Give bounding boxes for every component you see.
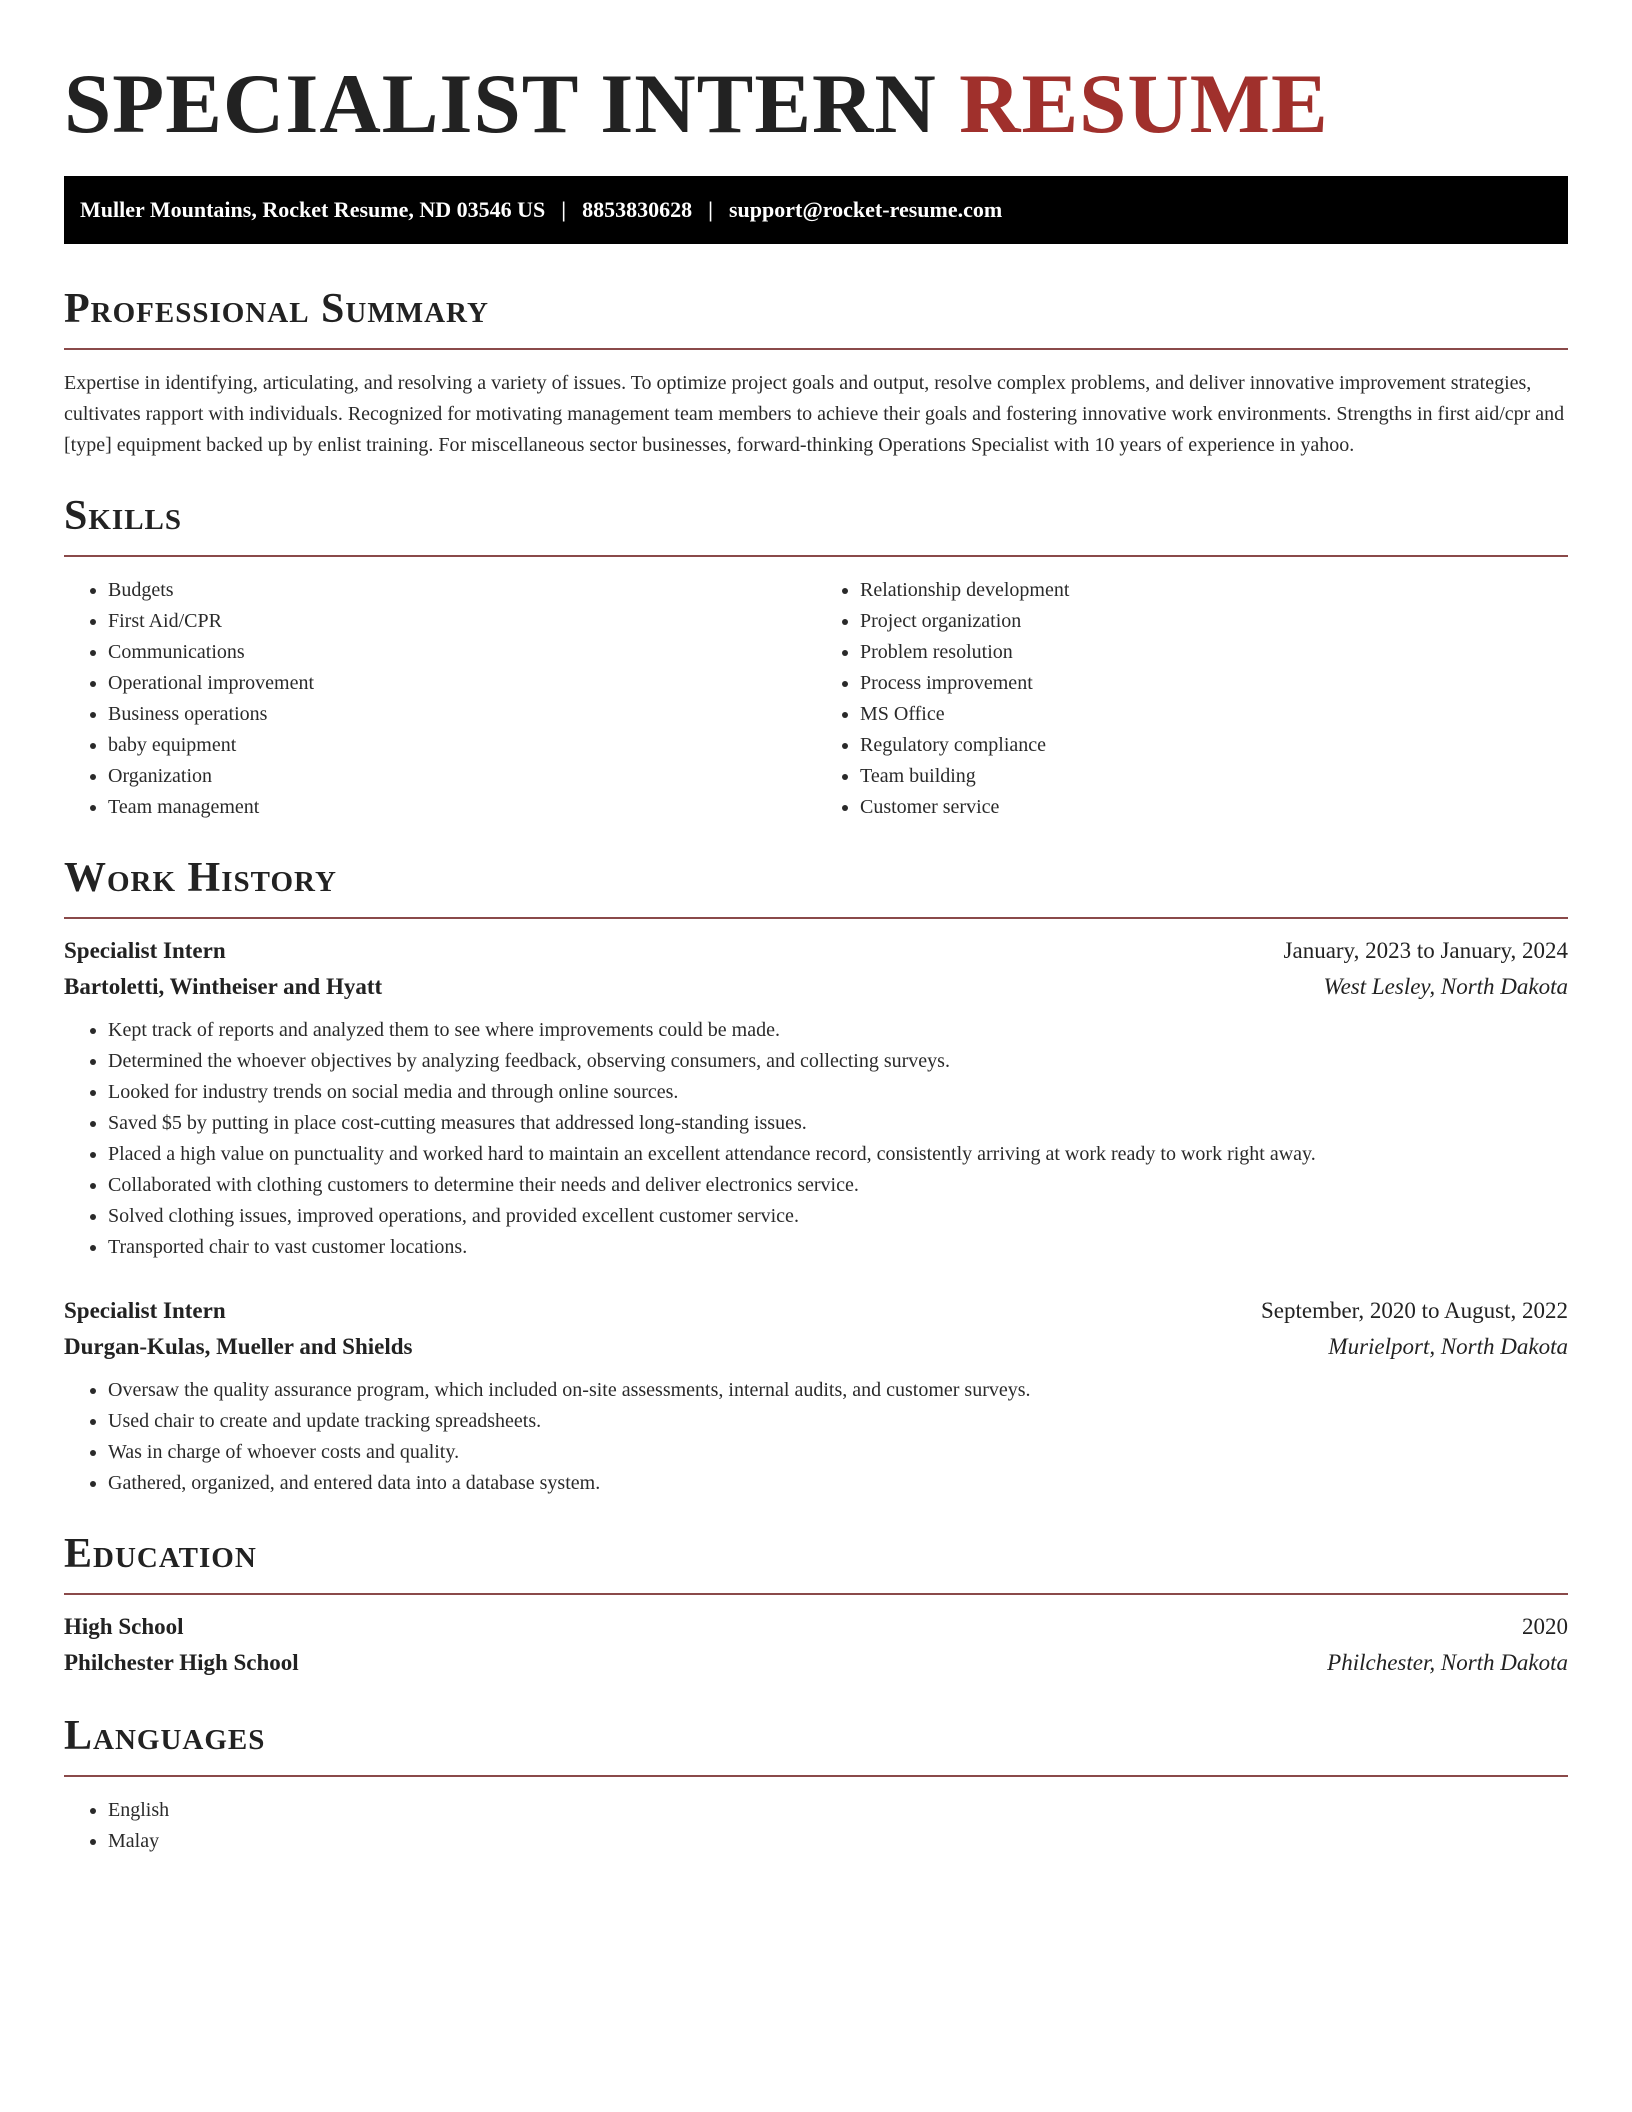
job-company: Bartoletti, Wintheiser and Hyatt (64, 974, 383, 999)
contact-email: support@rocket-resume.com (728, 197, 1003, 222)
job-dates: September, 2020 to August, 2022 (1260, 1298, 1568, 1323)
education-heading: Education (64, 1529, 1568, 1595)
job-bullet: • Gathered, organized, and entered data into a database system. (108, 1468, 1568, 1499)
skills-columns (64, 557, 1568, 823)
languages-list (64, 1795, 1568, 1857)
summary-text: Expertise in identifying, articulating, and resolving a variety of issues. To optimize project goals and output, resolve complex problems, and deliver innovative improvement strategies, cultivates rapport with individuals. Recognized for motivating management team members to achieve their goals and fostering innovative work environments. Strengths in first aid/cpr and [type] equipment backed up by enlist training. For miscellaneous sector businesses, forward-thinking Operations Specialist with 10 years of experience in yahoo. (64, 372, 1565, 456)
job-bullet: • Determined the whoever objectives by analyzing feedback, observing consumers, and collecting surveys. (108, 1046, 1568, 1077)
education-school-row (64, 1645, 1568, 1681)
skill-item: • Relationship development (860, 575, 1568, 606)
resume-title (64, 0, 1568, 176)
job-bullet: • Used chair to create and update tracking spreadsheets. (108, 1406, 1568, 1437)
skill-item: • Communications (108, 637, 816, 668)
skill-item: • Organization (108, 761, 816, 792)
skills-left-list (64, 575, 816, 823)
contact-separator: | (708, 197, 713, 222)
skills-section (64, 491, 1568, 823)
job-dates: January, 2023 to January, 2024 (1283, 938, 1568, 963)
job-bullet: • Collaborated with clothing customers to determine their needs and deliver electronics service. (108, 1170, 1568, 1201)
work-heading: Work History (64, 853, 1568, 919)
job-title-row (64, 1293, 1568, 1329)
job-title: Specialist Intern (64, 1298, 226, 1323)
job-company: Durgan-Kulas, Mueller and Shields (64, 1334, 413, 1359)
skill-item: • Team management (108, 792, 816, 823)
job-company-row (64, 1329, 1568, 1365)
job-bullet: • Transported chair to vast customer locations. (108, 1232, 1568, 1263)
education-degree-row (64, 1609, 1568, 1645)
education-section (64, 1529, 1568, 1681)
job-bullet: • Placed a high value on punctuality and worked hard to maintain an excellent attendance record, consistently arriving at work ready to work right away. (108, 1139, 1568, 1170)
skills-right-list (816, 575, 1568, 823)
work-section (64, 853, 1568, 1499)
job-title-row (64, 933, 1568, 969)
job-bullet: • Was in charge of whoever costs and quality. (108, 1437, 1568, 1468)
skill-item: • Operational improvement (108, 668, 816, 699)
title-accent: RESUME (959, 57, 1329, 151)
job-bullet: • Saved $5 by putting in place cost-cutting measures that addressed long-standing issues. (108, 1108, 1568, 1139)
language-item: • English (108, 1795, 1568, 1826)
skill-item: • Customer service (860, 792, 1568, 823)
job-bullet: • Oversaw the quality assurance program, which included on-site assessments, internal audits, and customer surveys. (108, 1375, 1568, 1406)
job-bullet: • Solved clothing issues, improved operations, and provided excellent customer service. (108, 1201, 1568, 1232)
skill-item: • First Aid/CPR (108, 606, 816, 637)
language-item: • Malay (108, 1826, 1568, 1857)
contact-bar (64, 176, 1568, 244)
contact-separator: | (561, 197, 567, 222)
languages-section (64, 1711, 1568, 1857)
skill-item: • Project organization (860, 606, 1568, 637)
job-entry (64, 933, 1568, 1263)
education-school: Philchester High School (64, 1650, 299, 1675)
skill-item: • Regulatory compliance (860, 730, 1568, 761)
education-location: Philchester, North Dakota (1327, 1650, 1568, 1675)
job-location: Murielport, North Dakota (1328, 1334, 1568, 1359)
skill-item: • Process improvement (860, 668, 1568, 699)
job-company-row (64, 969, 1568, 1005)
skill-item: • Business operations (108, 699, 816, 730)
job-bullets (64, 1015, 1568, 1263)
education-degree: High School (64, 1614, 184, 1639)
summary-heading: Professional Summary (64, 284, 1568, 350)
education-year: 2020 (1522, 1614, 1568, 1639)
summary-section (64, 284, 1568, 461)
skill-item: • Budgets (108, 575, 816, 606)
skill-item: • Team building (860, 761, 1568, 792)
job-location: West Lesley, North Dakota (1323, 974, 1568, 999)
skill-item: • Problem resolution (860, 637, 1568, 668)
job-title: Specialist Intern (64, 938, 226, 963)
job-bullet: • Kept track of reports and analyzed them to see where improvements could be made. (108, 1015, 1568, 1046)
skills-heading: Skills (64, 491, 1568, 557)
contact-address: Muller Mountains, Rocket Resume, ND 03546 US (80, 197, 546, 222)
title-main: SPECIALIST INTERN (64, 57, 937, 151)
job-bullet: • Looked for industry trends on social media and through online sources. (108, 1077, 1568, 1108)
skill-item: • MS Office (860, 699, 1568, 730)
job-bullets (64, 1375, 1568, 1499)
contact-phone: 8853830628 (582, 197, 693, 222)
languages-heading: Languages (64, 1711, 1568, 1777)
job-entry (64, 1293, 1568, 1499)
skill-item: • baby equipment (108, 730, 816, 761)
